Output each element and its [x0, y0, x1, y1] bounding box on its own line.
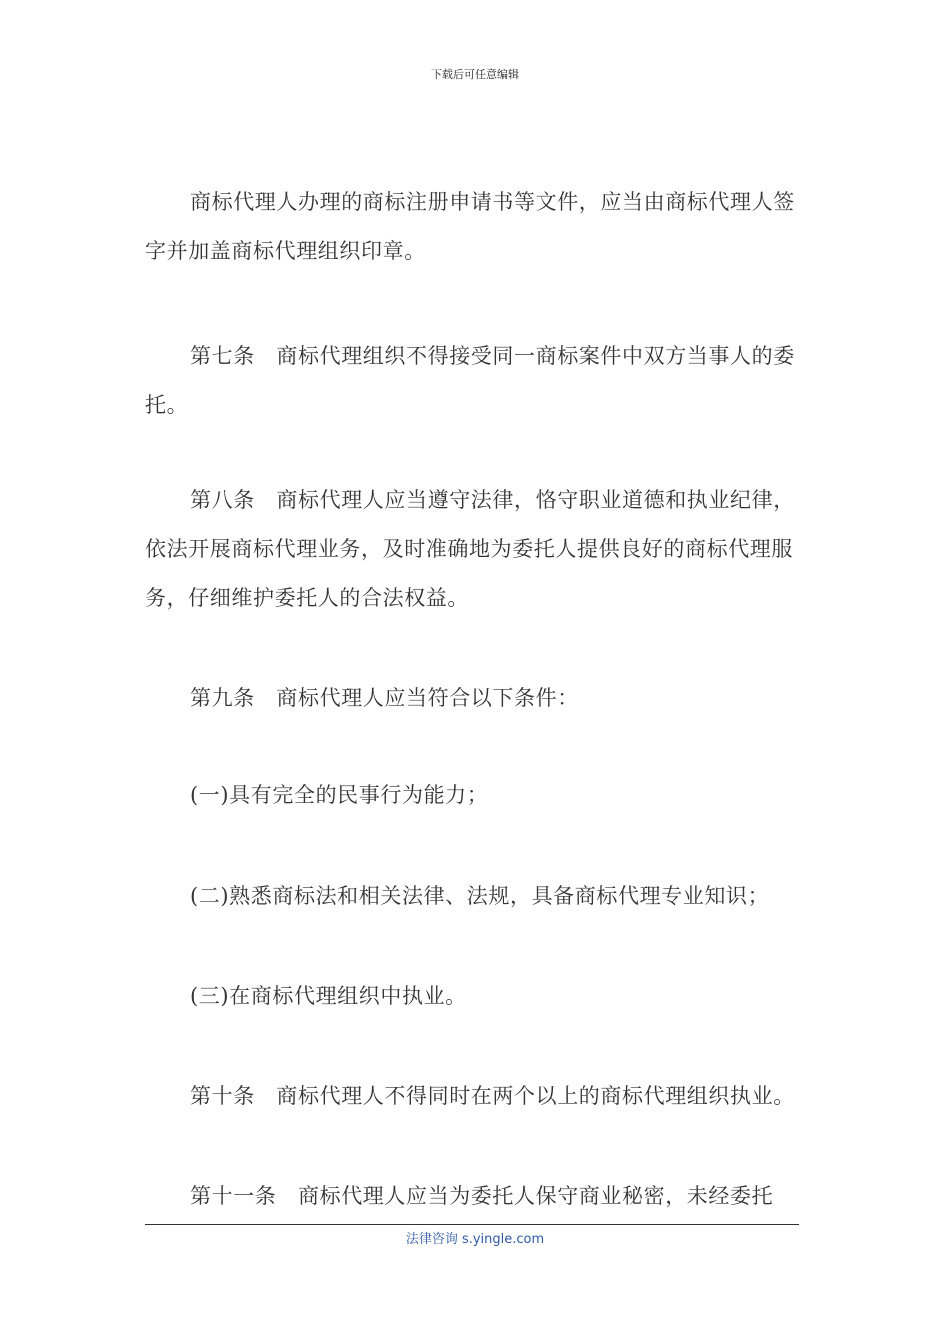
paragraph-article-10: 第十条 商标代理人不得同时在两个以上的商标代理组织执业。 — [190, 1084, 795, 1108]
paragraph-article-7: 第七条 商标代理组织不得接受同一商标案件中双方当事人的委托。 — [145, 344, 795, 417]
footer-divider — [145, 1224, 799, 1225]
paragraph-article-11: 第十一条 商标代理人应当为委托人保守商业秘密，未经委托 — [190, 1184, 774, 1208]
footer-link[interactable]: 法律咨询 s.yingle.com — [405, 1232, 545, 1247]
paragraph-condition-1: (一)具有完全的民事行为能力； — [190, 783, 489, 807]
paragraph-signature: 商标代理人办理的商标注册申请书等文件，应当由商标代理人签字并加盖商标代理组织印章。 — [145, 190, 795, 263]
page-header: 下载后可任意编辑 — [431, 68, 519, 81]
paragraph-article-8: 第八条 商标代理人应当遵守法律，恪守职业道德和执业纪律，依法开展商标代理业务，及时准确地为委托人提供良好的商标代理服务，仔细维护委托人的合法权益。 — [145, 488, 795, 610]
paragraph-condition-2: (二)熟悉商标法和相关法律、法规，具备商标代理专业知识； — [190, 884, 770, 908]
paragraph-condition-3: (三)在商标代理组织中执业。 — [190, 984, 467, 1008]
paragraph-article-9: 第九条 商标代理人应当符合以下条件： — [190, 686, 579, 710]
